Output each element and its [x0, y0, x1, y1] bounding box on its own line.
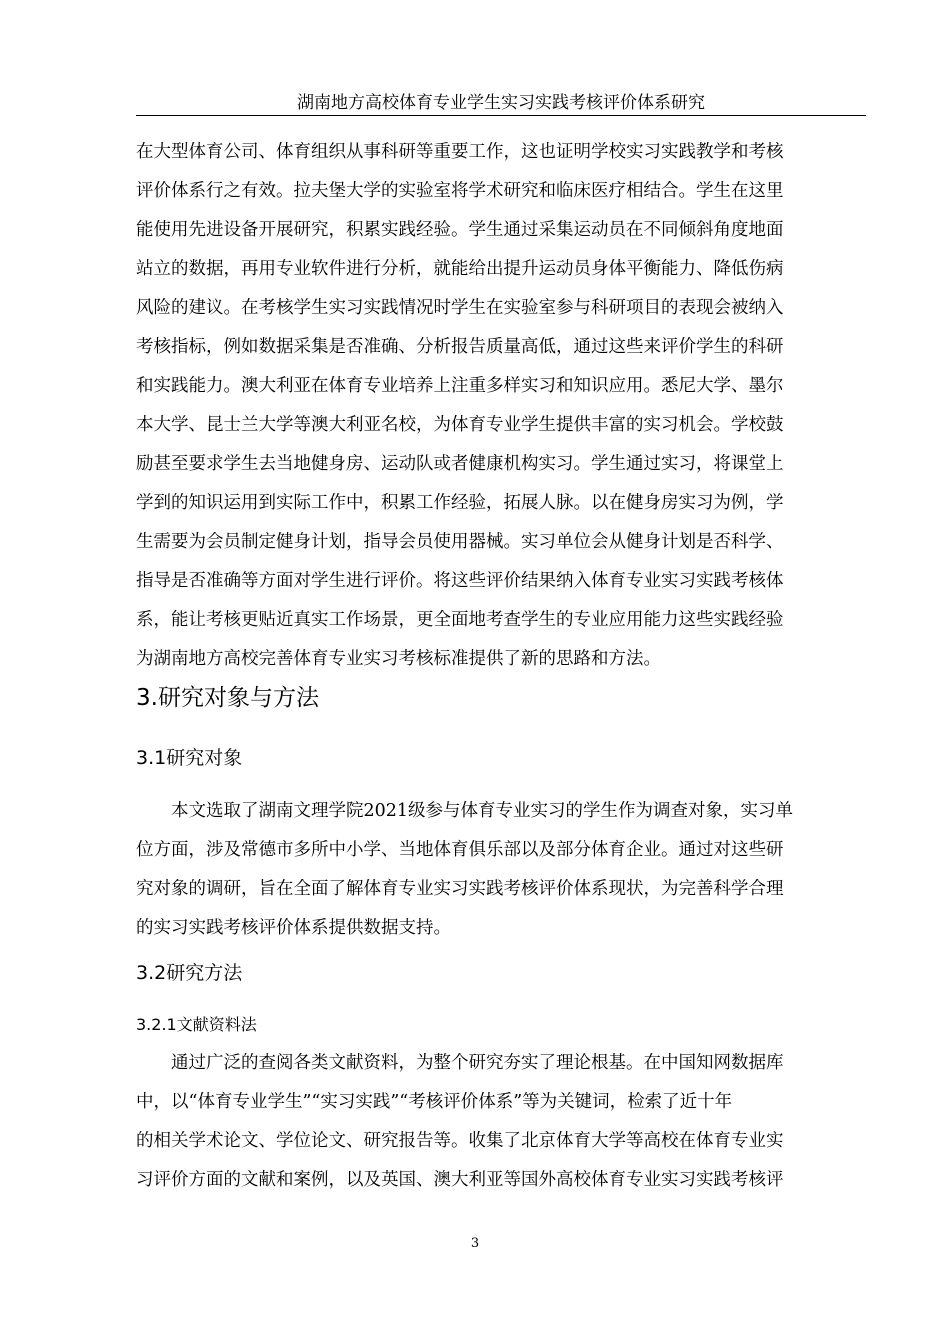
body-text-line: 习评价方面的文献和案例，以及英国、澳大利亚等国外高校体育专业实习实践考核评 — [136, 1170, 784, 1190]
body-text-line: 系，能让考核更贴近真实工作场景，更全面地考查学生的专业应用能力这些实践经验 — [136, 610, 784, 630]
body-text-line: 励甚至要求学生去当地健身房、运动队或者健康机构实习。学生通过实习，将课堂上 — [136, 454, 784, 474]
body-text-line: 中，以“体育专业学生”“实习实践”“考核评价体系”等为关键词，检索了近十年 — [136, 1092, 733, 1112]
body-text-line: 评价体系行之有效。拉夫堡大学的实验室将学术研究和临床医疗相结合。学生在这里 — [136, 181, 784, 201]
body-text-line: 的实习实践考核评价体系提供数据支持。 — [136, 918, 451, 938]
subsection-heading: 3.2研究方法 — [136, 962, 243, 984]
body-text-line: 本大学、昆士兰大学等澳大利亚名校，为体育专业学生提供丰富的实习机会。学校鼓 — [136, 415, 784, 435]
body-text-line: 本文选取了湖南文理学院2021级参与体育专业实习的学生作为调查对象，实习单 — [136, 801, 794, 821]
body-text-line: 和实践能力。澳大利亚在体育专业培养上注重多样实习和知识应用。悉尼大学、墨尔 — [136, 376, 784, 396]
body-text-line: 生需要为会员制定健身计划，指导会员使用器械。实习单位会从健身计划是否科学、 — [136, 532, 784, 552]
body-text-line: 位方面，涉及常德市多所中小学、当地体育俱乐部以及部分体育企业。通过对这些研 — [136, 840, 784, 860]
body-text-line: 为湖南地方高校完善体育专业实习考核标准提供了新的思路和方法。 — [136, 649, 661, 669]
subsubsection-heading: 3.2.1文献资料法 — [136, 1015, 257, 1034]
body-text-line: 能使用先进设备开展研究，积累实践经验。学生通过采集运动员在不同倾斜角度地面 — [136, 220, 784, 240]
running-header: 湖南地方高校体育专业学生实习实践考核评价体系研究 — [297, 93, 705, 113]
body-text-line: 考核指标，例如数据采集是否准确、分析报告质量高低，通过这些来评价学生的科研 — [136, 337, 784, 357]
body-text-line: 学到的知识运用到实际工作中，积累工作经验，拓展人脉。以在健身房实习为例，学 — [136, 493, 784, 513]
subsection-heading: 3.1研究对象 — [136, 747, 243, 769]
body-text-line: 的相关学术论文、学位论文、研究报告等。收集了北京体育大学等高校在体育专业实 — [136, 1131, 784, 1151]
body-text-line: 在大型体育公司、体育组织从事科研等重要工作，这也证明学校实习实践教学和考核 — [136, 142, 784, 162]
header-rule — [136, 115, 866, 116]
body-text-line: 指导是否准确等方面对学生进行评价。将这些评价结果纳入体育专业实习实践考核体 — [136, 571, 784, 591]
body-text-line: 风险的建议。在考核学生实习实践情况时学生在实验室参与科研项目的表现会被纳入 — [136, 298, 784, 318]
body-text-line: 究对象的调研，旨在全面了解体育专业实习实践考核评价体系现状，为完善科学合理 — [136, 879, 784, 899]
body-text-line: 通过广泛的查阅各类文献资料，为整个研究夯实了理论根基。在中国知网数据库 — [136, 1053, 784, 1073]
section-heading: 3.研究对象与方法 — [136, 685, 319, 711]
page-number: 3 — [470, 1236, 480, 1251]
body-text-line: 站立的数据，再用专业软件进行分析，就能给出提升运动员身体平衡能力、降低伤病 — [136, 259, 784, 279]
